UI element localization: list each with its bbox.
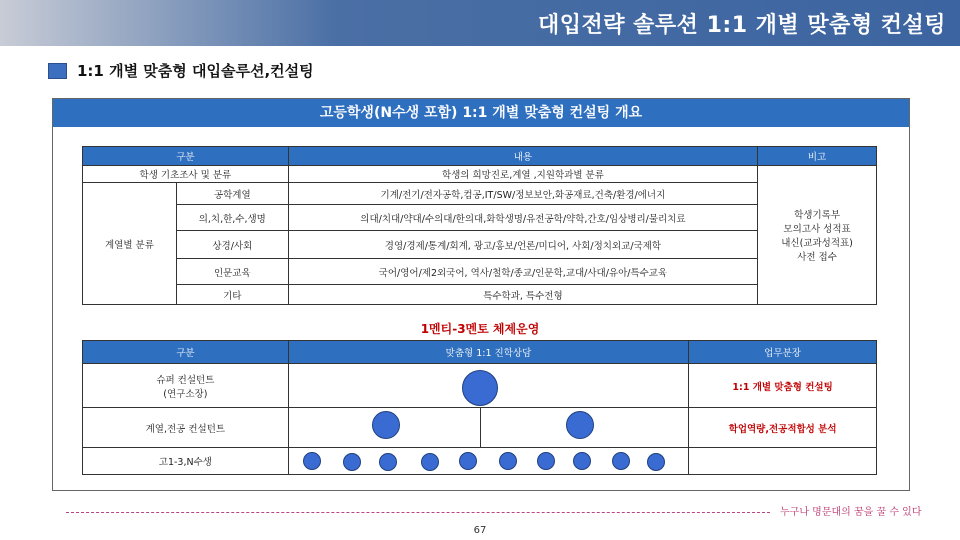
student-dot — [421, 453, 439, 471]
student-dot — [343, 453, 361, 471]
student-dot — [303, 452, 321, 470]
track-label: 계열별 분류 — [83, 183, 177, 305]
track-name: 기타 — [176, 285, 288, 305]
track-content: 국어/영어/제2외국어, 역사/철학/종교/인문학,교대/사대/유아/특수교육 — [288, 259, 757, 285]
section-title — [48, 60, 314, 81]
student-dot — [379, 453, 397, 471]
track-content: 의대/치대/약대/수의대/한의대,화학생명/유전공학/약학,간호/임상병리/물리치료 — [288, 205, 757, 231]
table-row — [83, 231, 877, 259]
track-name: 공학계열 — [176, 183, 288, 205]
note-cell — [758, 166, 877, 305]
table-row — [83, 259, 877, 285]
mentoring-table — [82, 340, 877, 475]
table-row — [83, 183, 877, 205]
survey-content: 학생의 희망진로,계열 ,지원학과별 분류 — [288, 166, 757, 183]
note-line: 학생기록부 — [794, 210, 840, 221]
table-row — [83, 408, 877, 448]
footer-slogan: 누구나 명문대의 꿈을 꿀 수 있다 — [780, 507, 922, 518]
footer-divider — [66, 512, 770, 513]
track-name: 의,치,한,수,생명 — [176, 205, 288, 231]
role-name: 슈퍼 컨설턴트 — [156, 374, 215, 386]
survey-label: 학생 기초조사 및 분류 — [83, 166, 289, 183]
table-row — [83, 285, 877, 305]
role-name: 고1-3,N수생 — [83, 448, 289, 475]
role-name: 계열,전공 컨설턴트 — [83, 408, 289, 448]
header-bar — [0, 0, 960, 46]
duty-cell: 학업역량,전공적합성 분석 — [689, 408, 877, 448]
header-session: 맞춤형 1:1 진학상담 — [288, 341, 688, 364]
track-consultant-dot — [372, 411, 400, 439]
header-category: 구분 — [83, 147, 289, 166]
header-note: 비고 — [758, 147, 877, 166]
section-title-text: 1:1 개별 맞춤형 대입솔루션,컨설팅 — [77, 62, 314, 80]
table-row — [83, 448, 877, 475]
mentoring-header-row — [83, 341, 877, 364]
student-dot — [612, 452, 630, 470]
duty-cell: 1:1 개별 맞춤형 컨설팅 — [689, 364, 877, 408]
super-consultant-dot — [462, 370, 498, 406]
header-duty: 업무분장 — [689, 341, 877, 364]
student-dot — [537, 452, 555, 470]
track-name: 상경/사회 — [176, 231, 288, 259]
track-content: 경영/경제/통계/회계, 광고/홍보/언론/미디어, 사회/정치외교/국제학 — [288, 231, 757, 259]
overview-table — [82, 146, 877, 305]
student-dot — [499, 452, 517, 470]
overview-header-row — [83, 147, 877, 166]
student-dot — [647, 453, 665, 471]
note-line: 모의고사 성적표 — [783, 224, 851, 235]
mentoring-title: 1멘티-3멘토 체제운영 — [420, 322, 540, 336]
track-consultant-dot — [566, 411, 594, 439]
role-cell — [83, 364, 289, 408]
section-bullet-icon — [48, 63, 67, 79]
track-name: 인문교육 — [176, 259, 288, 285]
table-row — [83, 205, 877, 231]
note-line: 사전 접수 — [797, 252, 837, 263]
panel-title: 고등학생(N수생 포함) 1:1 개별 맞춤형 컨설팅 개요 — [53, 99, 909, 127]
table-row — [83, 166, 877, 183]
header-title: 대입전략 솔루션 1:1 개별 맞춤형 컨설팅 — [538, 13, 946, 38]
duty-cell — [689, 448, 877, 475]
student-dot — [459, 452, 477, 470]
header-content: 내용 — [288, 147, 757, 166]
header-category: 구분 — [83, 341, 289, 364]
note-line: 내신(교과성적표) — [781, 238, 853, 249]
track-content: 특수학과, 특수전형 — [288, 285, 757, 305]
page-number: 67 — [473, 525, 487, 536]
track-content: 기계/전기/전자공학,컴공,IT/SW/정보보안,화공재료,건축/환경/에너지 — [288, 183, 757, 205]
role-subtitle: (연구소장) — [163, 388, 208, 400]
student-dot — [573, 452, 591, 470]
